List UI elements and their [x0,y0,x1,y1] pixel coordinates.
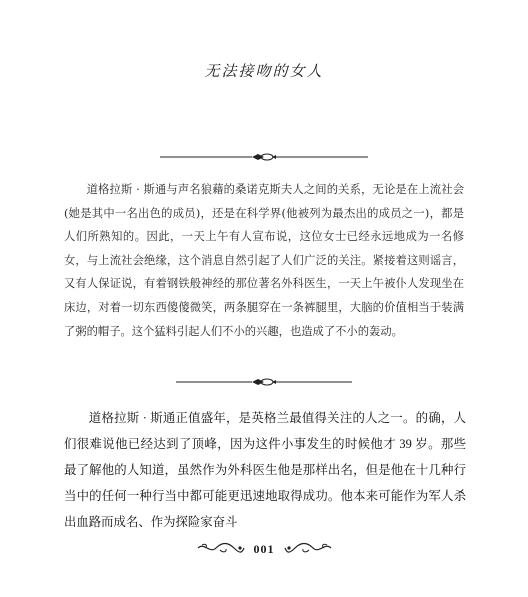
body-paragraph: 道格拉斯 · 斯通正值盛年，是英格兰最值得关注的人之一。的确，人们很难说他已经达到了顶峰，因为这件小事发生的时候他才 39 岁。那些最了解他的人知道，虽然作为外科医生他是那样出名，但是他在十几种行当中的任何一种行当中都可能更迅速地取得成功。他本来可能作为军人杀出血路而成名、作为探险家奋斗 [64,411,466,529]
top-ornament-divider [160,152,368,162]
page-title: 无法接吻的女人 [204,62,324,80]
page-number: 001 [253,542,275,556]
right-flourish-ornament [283,540,333,559]
abstract-paragraph: 道格拉斯 · 斯通与声名狼藉的桑诺克斯夫人之间的关系，无论是在上流社会(她是其中一名出色的成员)，还是在科学界(他被列为最杰出的成员之一)，都是人们所熟知的。因此，一天上午有人宣布说，这位女士已经永远地成为一名修女，与上流社会绝缘，这个消息自然引起了人们广泛的关注。紧接着这则谣言，又有人保证说，有着钢铁般神经的那位著名外科医生，一天上午被仆人发现坐在床边，对着一切东西傻傻微笑，两条腿穿在一条裤腿里，大脑的价值相当于装满了粥的帽子。这个猛料引起人们不小的兴趣，也造成了不小的轰动。 [64,183,464,338]
middle-ornament-divider [176,377,352,387]
page-footer [0,540,528,559]
left-flourish-ornament [196,540,246,559]
